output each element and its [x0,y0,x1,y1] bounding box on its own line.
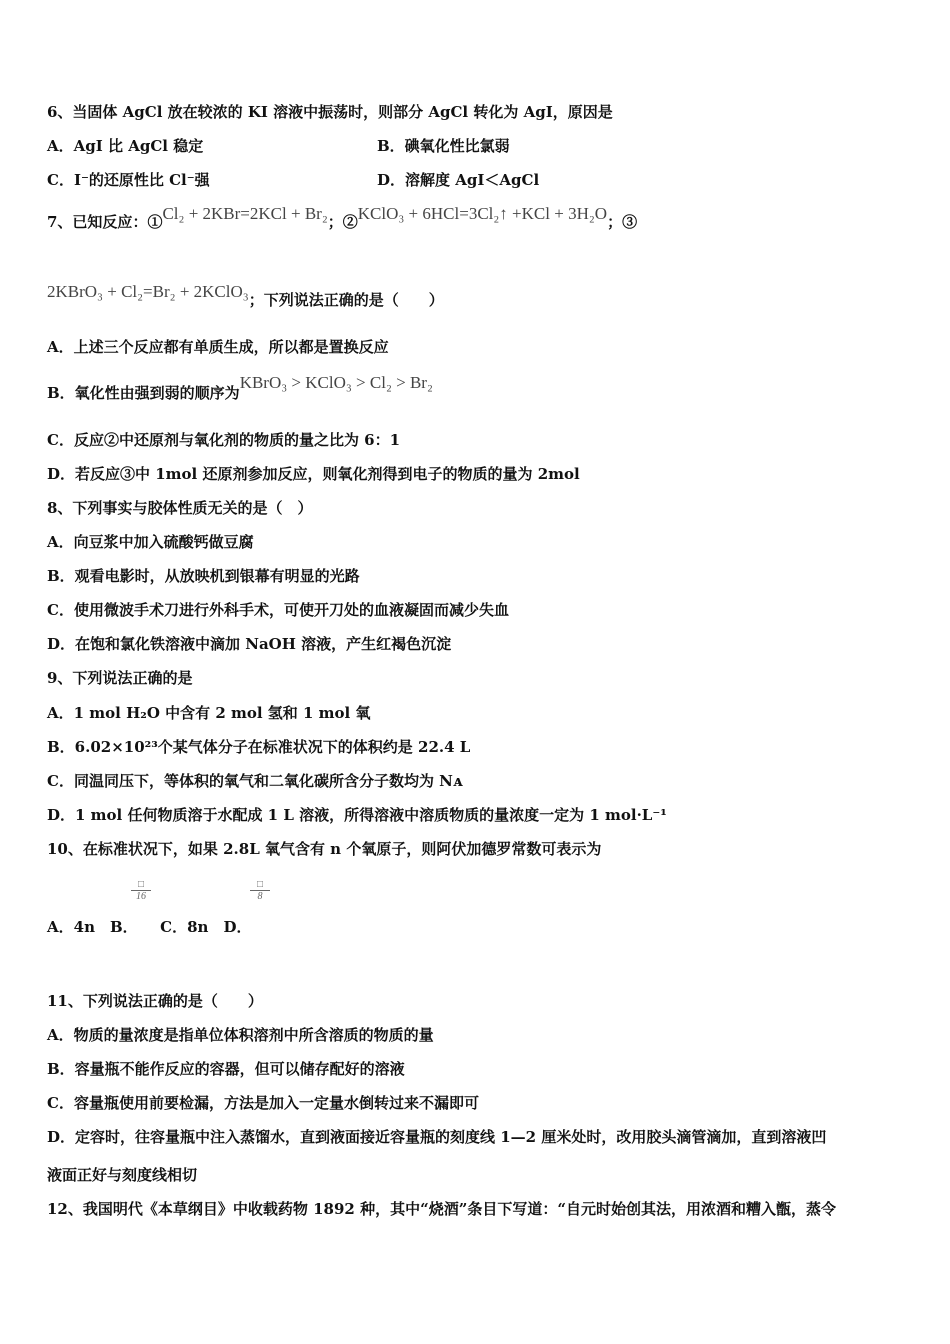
q8-option-b: B．观看电影时，从放映机到银幕有明显的光路 [47,567,360,585]
q9-option-b: B．6.02×10²³个某气体分子在标准状况下的体积约是 22.4 L [47,738,471,756]
q7-b-formula: KBrO₃ > KClO₃ > Cl₂ > Br₂ [239,373,433,392]
q10-fraction-b: □ 16 [131,879,151,902]
q7-option-c: C．反应②中还原剂与氧化剂的物质的量之比为 6：1 [47,431,401,449]
q7-stem-line2 [47,282,444,310]
q7-suffix: ；下列说法正确的是（ ） [248,291,444,309]
q8-option-a: A．向豆浆中加入硫酸钙做豆腐 [47,533,254,551]
q7-stem-line1 [47,204,638,232]
q10-options: A．4n B． C．8n D． [47,918,252,936]
q10-stem: 10、在标准状况下，如果 2.8L 氧气含有 n 个氧原子，则阿伏加德罗常数可表示为 [47,840,602,858]
q7-sep2: ；② [327,213,358,231]
q7-option-a: A．上述三个反应都有单质生成，所以都是置换反应 [47,338,389,356]
q10-frac-d-denominator: 8 [257,891,263,902]
q10-fraction-d: □ 8 [250,879,270,902]
q9-option-d: D．1 mol 任何物质溶于水配成 1 L 溶液，所得溶液中溶质物质的量浓度一定为 1 mol·L⁻¹ [47,806,667,824]
q10-frac-b-denominator: 16 [136,891,146,902]
q11-option-c: C．容量瓶使用前要检漏，方法是加入一定量水倒转过来不漏即可 [47,1094,479,1112]
q6-option-c: C．I⁻的还原性比 Cl⁻强 [47,171,210,189]
q9-option-c: C．同温同压下，等体积的氧气和二氧化碳所含分子数均为 Nᴀ [47,772,463,790]
q7-option-d: D．若反应③中 1mol 还原剂参加反应，则氧化剂得到电子的物质的量为 2mol [47,465,580,483]
q9-stem: 9、下列说法正确的是 [47,669,193,687]
q8-option-c: C．使用微波手术刀进行外科手术，可使开刀处的血液凝固而减少失血 [47,601,509,619]
q6-option-d: D．溶解度 AgI＜AgCl [377,171,540,189]
q7-equation-3: 2KBrO₃ + Cl₂=Br₂ + 2KClO₃ [47,282,249,301]
q7-sep3: ；③ [607,213,638,231]
q8-stem: 8、下列事实与胶体性质无关的是（ ） [47,499,313,517]
q7-option-b [47,373,433,403]
q11-stem: 11、下列说法正确的是（ ） [47,992,263,1010]
q7-prefix: 7、已知反应：① [47,213,163,231]
q6-stem: 6、当固体 AgCl 放在较浓的 KI 溶液中振荡时，则部分 AgCl 转化为 AgI，原因是 [47,103,613,121]
q8-option-d: D．在饱和氯化铁溶液中滴加 NaOH 溶液，产生红褐色沉淀 [47,635,452,653]
q6-option-a: A．AgI 比 AgCl 稳定 [47,137,204,155]
q11-option-a: A．物质的量浓度是指单位体积溶剂中所含溶质的物质的量 [47,1026,434,1044]
q9-option-a: A．1 mol H₂O 中含有 2 mol 氢和 1 mol 氧 [47,704,371,722]
q11-option-d-line2: 液面正好与刻度线相切 [47,1166,198,1184]
q7-equation-2: KClO₃ + 6HCl=3Cl₂↑ +KCl + 3H₂O [357,204,608,223]
q12-stem: 12、我国明代《本草纲目》中收载药物 1892 种，其中“烧酒”条目下写道：“自元时始创其法，用浓酒和糟入甑，蒸令 [47,1200,836,1218]
q11-option-b: B．容量瓶不能作反应的容器，但可以储存配好的溶液 [47,1060,405,1078]
q11-option-d-line1: D．定容时，往容量瓶中注入蒸馏水，直到液面接近容量瓶的刻度线 1—2 厘米处时，改用胶头滴管滴加，直到溶液凹 [47,1128,827,1146]
q7-equation-1: Cl₂ + 2KBr=2KCl + Br₂ [162,204,328,223]
q6-option-b: B．碘氧化性比氯弱 [377,137,510,155]
q7-b-text: B．氧化性由强到弱的顺序为 [47,384,240,402]
